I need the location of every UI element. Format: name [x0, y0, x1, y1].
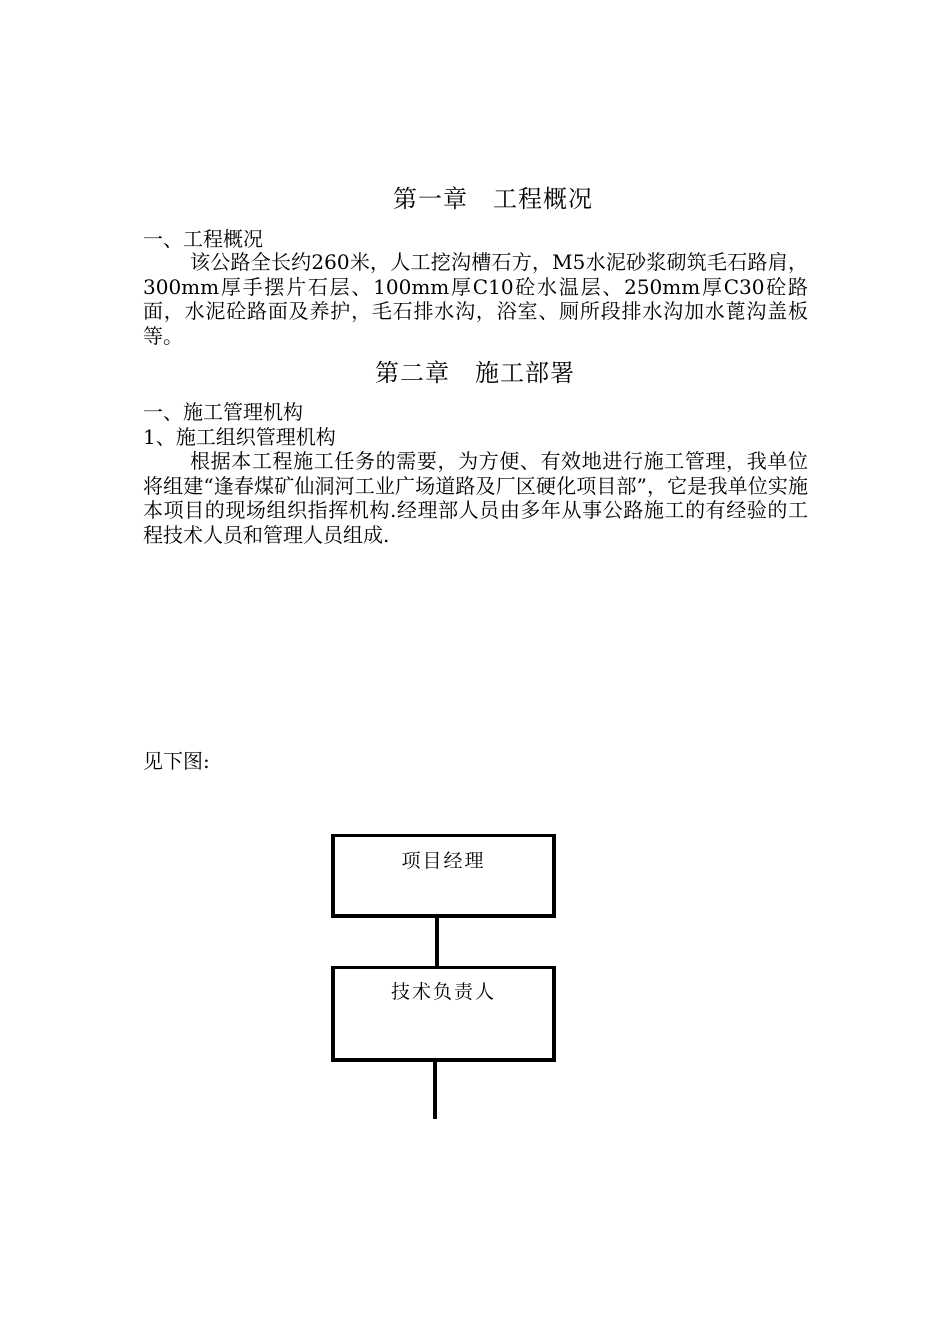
section-heading-management-organization: 一、施工管理机构 — [143, 400, 303, 424]
project-overview-paragraph: 该公路全长约260米，人工挖沟槽石方，M5水泥砂浆砌筑毛石路肩，300mm厚手摆片石层、100mm厚C10砼水温层、250mm厚C30砼路面，水泥砼路面及养护，毛石排水沟，浴室、厕所段排水沟加水蓖沟盖板等。 — [143, 250, 808, 348]
subsection-heading-organization: 1、施工组织管理机构 — [143, 425, 336, 449]
org-box-label: 技术负责人 — [390, 981, 496, 1003]
chapter-2-title: 第二章 施工部署 — [375, 359, 575, 387]
org-box-label: 项目经理 — [401, 850, 486, 872]
org-connector-line — [433, 1061, 437, 1119]
chapter-1-title: 第一章 工程概况 — [393, 185, 593, 213]
see-below-label: 见下图: — [143, 749, 210, 773]
org-connector-line — [435, 917, 439, 967]
section-heading-project-overview: 一、工程概况 — [143, 227, 263, 251]
org-box-technical-lead — [331, 966, 556, 1062]
org-box-project-manager — [331, 834, 556, 918]
organization-paragraph: 根据本工程施工任务的需要，为方便、有效地进行施工管理，我单位将组建“逢春煤矿仙洞河工业广场道路及厂区硬化项目部”，它是我单位实施本项目的现场组织指挥机构.经理部人员由多年从事公路施工的有经验的工程技术人员和管理人员组成. — [143, 449, 808, 547]
